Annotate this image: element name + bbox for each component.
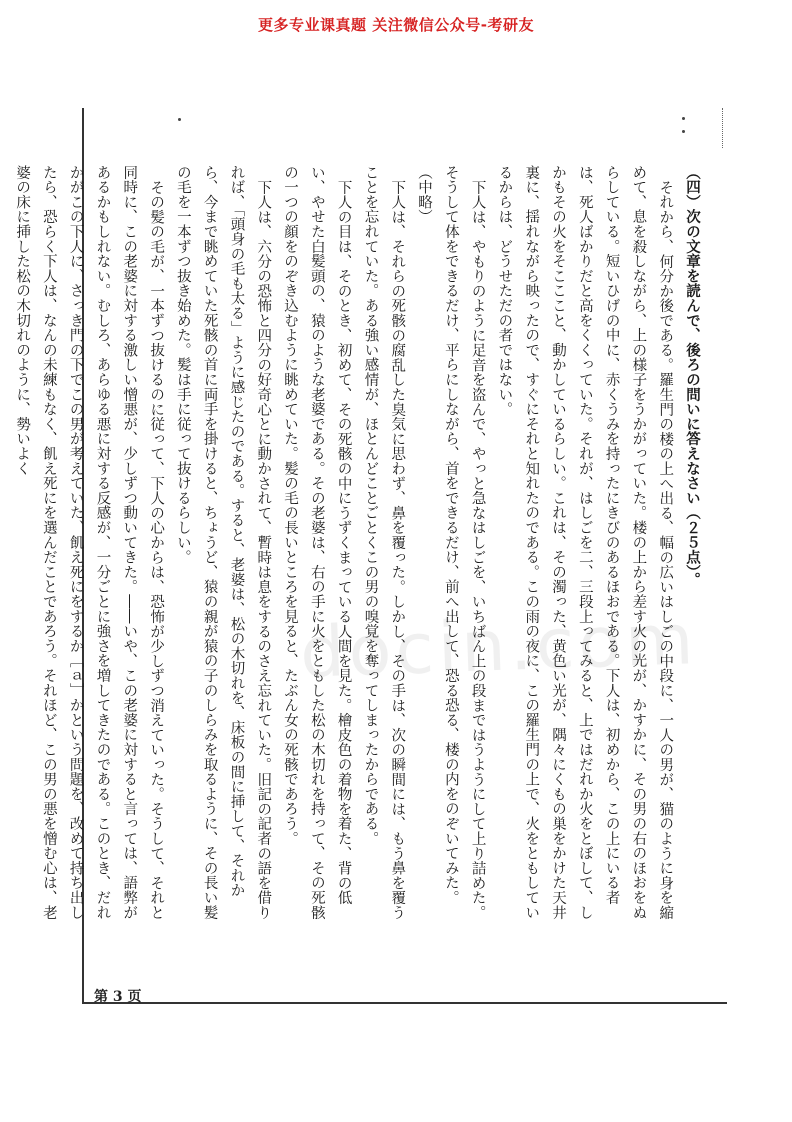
paragraph-6: その髪の毛が、一本ずつ抜けるのに従って、下人の心からは、恐怖が少しずつ消えていった。そうして、それと同時に、この老婆に対する激しい憎悪が、少しずつ動いてきた。――いや、この老婆に対すると言っては、語弊があるかもしれない。むしろ、あらゆる悪に対する反感が、一分ごとに強さを増してきたのである。このとき、だれかがこの下人に、さっき門の下でこの男が考えていた、飢え死にをするか［ａ］かという問題を、改めて持ち出したら、恐らく下人は、なんの未練もなく、飢え死にを選んだことであろう。それほど、この男の悪を憎む心は、老婆の床に挿した松の木切れのように、勢いよく bbox=[14, 165, 165, 920]
paragraph-1: それから、何分か後である。羅生門の楼の上へ出る、幅の広いはしごの中段に、一人の男が、猫のように身を縮めて、息を殺しながら、上の様子をうかがっていた。楼の上から差す火の光が、かすかに、その男の右のほおをぬらしている。短いひげの中に、赤くうみを持ったにきびのあるほおである。下人は、初めから、この上にいる者は、死人ばかりだと高をくくっていた。それが、はしごを二、三段上ってみると、上ではだれか火をとぼして、しかもその火をそこここと、動かしているらしい。これは、その濁った、黄色い光が、隅々にくもの巣をかけた天井裏に、揺れながら映ったので、すぐにそれと知れたのである。この雨の夜に、この羅生門の上で、火をともしているからは、どうせただの者ではない。 bbox=[496, 165, 674, 920]
page-number: 第 3 页 bbox=[94, 989, 142, 1005]
question-title: （四）次の文章を読んで、後ろの問いに答えなさい（２５点）。 bbox=[684, 165, 701, 587]
paragraph-3: 下人は、それらの死骸の腐乱した臭気に思わず、鼻を覆った。しかし、その手は、次の瞬間には、もう鼻を覆うことを忘れていた。ある強い感情が、ほとんどことごとくこの男の嗅覚を奪ってしまったからである。 bbox=[362, 165, 406, 920]
frame-right-edge bbox=[722, 108, 723, 148]
scan-speck bbox=[178, 118, 181, 121]
vertical-text-body bbox=[14, 165, 705, 925]
paragraph-4: 下人の目は、そのとき、初めて、その死骸の中にうずくまっている人間を見た。檜皮色の着物を着た、背の低い、やせた白髪頭の、猿のような老婆である。その老婆は、右の手に火をともした松の木切れを持って、その死骸の一つの顔をのぞき込むように眺めていた。髪の毛の長いところを見ると、たぶん女の死骸であろう。 bbox=[282, 165, 352, 920]
paragraph-5: 下人は、六分の恐怖と四分の好奇心とに動かされて、暫時は息をするのさえ忘れていた。旧記の記者の語を借りれば、「頭身の毛も太る」ように感じたのである。すると、老婆は、松の木切れを、床板の間に挿して、それから、今まで眺めていた死骸の首に両手を掛けると、ちょうど、猿の親が猿の子のしらみを取るように、その長い髪の毛を一本ずつ抜き始めた。髪は手に従って抜けるらしい。 bbox=[174, 165, 272, 920]
scan-speck bbox=[682, 117, 685, 120]
watermark: docin.com bbox=[298, 598, 699, 694]
scan-speck bbox=[682, 130, 685, 133]
promo-banner: 更多专业课真题 关注微信公众号-考研友 bbox=[258, 16, 534, 34]
paragraph-2: 下人は、やもりのように足音を盗んで、やっと急なはしごを、いちばん上の段まではうようにして上り詰めた。そうして体をできるだけ、平らにしながら、首をできるだけ、前へ出して、恐る恐る、楼の内をのぞいてみた。（中略） bbox=[416, 165, 486, 920]
